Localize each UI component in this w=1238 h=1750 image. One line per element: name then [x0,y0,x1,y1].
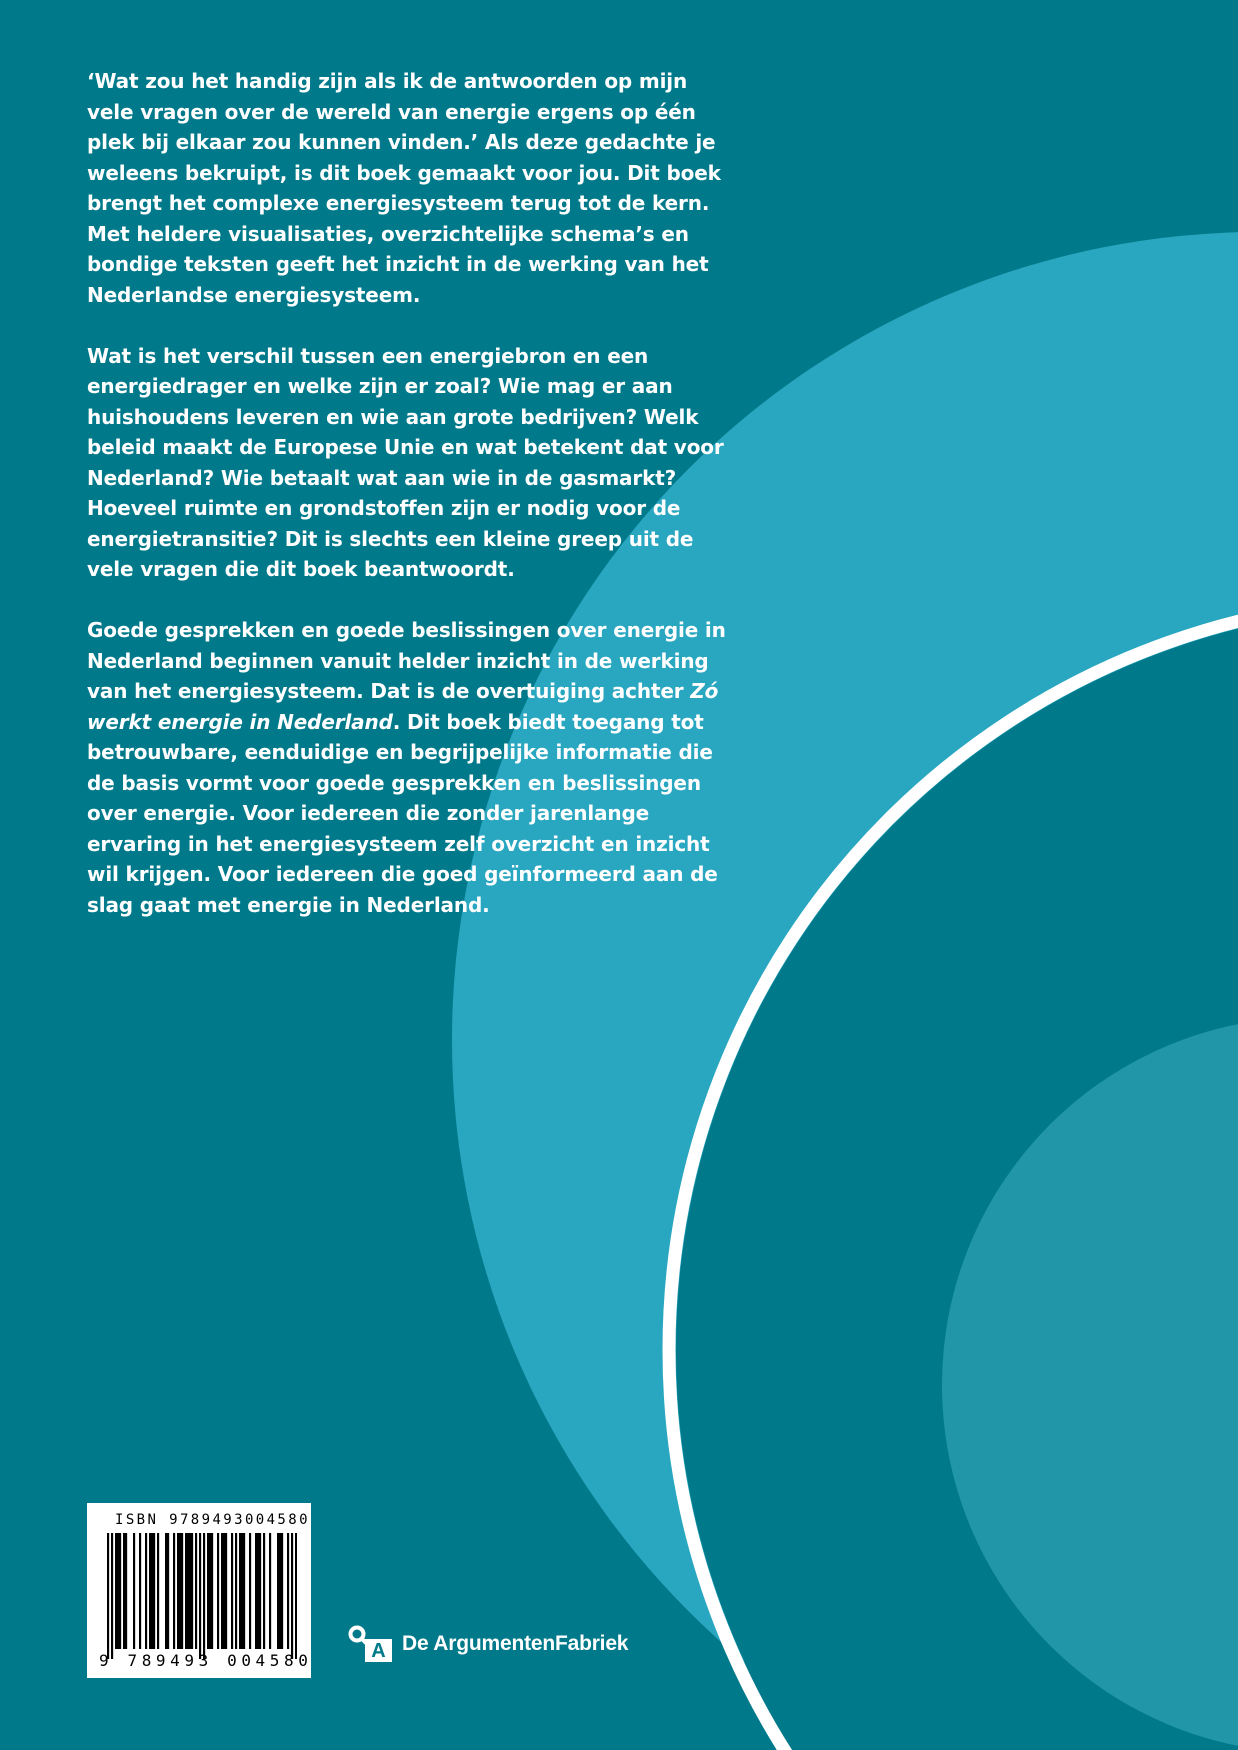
barcode-bar [223,1533,225,1649]
barcode-bar [241,1533,243,1649]
isbn-barcode [87,1503,311,1678]
barcode-bar [211,1533,213,1649]
paragraph-purpose-end: . Dit boek biedt toegang tot betrouwbare, eenduidige en begrijpelijke informatie die de basis vormt voor goede gesprekken en beslissingen over energie. Voor iedereen die zonder jarenlange ervaring in het energiesysteem zelf overzicht en inzicht wil krijgen. Voor iedereen die goed geïnformeerd aan de slag gaat met energie in Nederland. [87,709,718,917]
barcode-bar [111,1533,113,1659]
barcode-bar [179,1533,181,1649]
barcode-bar [187,1533,189,1649]
barcode-bar [243,1533,245,1649]
barcode-bar [149,1533,151,1649]
barcode-bar [191,1533,193,1649]
barcode-bar [269,1533,271,1649]
barcode-bar [203,1533,205,1659]
barcode-bar [207,1533,209,1649]
barcode-bar [115,1533,117,1649]
barcode-bar [181,1533,183,1649]
barcode-bar [231,1533,233,1649]
barcode-bars [107,1533,297,1659]
isbn-digits: 9 789493 004580 [99,1651,313,1670]
barcode-bar [153,1533,155,1649]
paragraph-purpose-start: Goede gesprekken en goede beslissingen over energie in Nederland beginnen vanuit helder inzicht in de werking van het energiesysteem. Dat is de overtuiging achter [87,618,726,703]
barcode-bar [239,1533,241,1649]
barcode-bar [295,1533,297,1659]
barcode-bar [195,1533,197,1649]
publisher-brand [347,1625,628,1663]
paragraph-purpose [87,615,727,920]
barcode-bar [199,1533,201,1659]
barcode-bar [123,1533,125,1649]
argumentenfabriek-logo-icon [347,1625,395,1663]
paragraph-intro: ‘Wat zou het handig zijn als ik de antwoorden op mijn vele vragen over de wereld van energie ergens op één plek bij elkaar zou kunnen vinden.’ Als deze gedachte je weleens bekruipt, is dit boek gemaakt voor jou. Dit boek brengt het complexe energiesysteem terug tot de kern. Met heldere visualisaties, overzichtelijke schema’s en bondige teksten geeft het inzicht in de werking van het Nederlandse energiesysteem. [87,69,721,307]
barcode-bar [225,1533,227,1649]
barcode-bar [125,1533,127,1649]
barcode-bar [145,1533,147,1649]
barcode-bar [173,1533,175,1649]
barcode-bar [119,1533,121,1649]
barcode-bar [157,1533,159,1649]
barcode-bar [189,1533,191,1649]
barcode-bar [291,1533,293,1659]
barcode-bar [281,1533,283,1649]
barcode-bar [221,1533,223,1649]
barcode-bar [185,1533,187,1649]
barcode-bar [107,1533,109,1659]
barcode-bar [287,1533,289,1649]
barcode-bar [165,1533,167,1649]
barcode-bar [177,1533,179,1649]
barcode-bar [257,1533,259,1649]
barcode-bar [117,1533,119,1649]
publisher-name: De ArgumentenFabriek [402,1632,629,1655]
book-title: Zó werkt energie in Nederland [87,679,719,734]
barcode-bar [259,1533,261,1649]
barcode-bar [151,1533,153,1649]
barcode-bar [133,1533,135,1649]
back-cover-text [87,66,727,951]
barcode-bar [139,1533,141,1649]
barcode-bar [255,1533,257,1649]
barcode-bar [235,1533,237,1649]
barcode-bar [279,1533,281,1649]
barcode-bar [249,1533,251,1649]
barcode-bar [277,1533,279,1649]
barcode-bar [167,1533,169,1649]
isbn-label: ISBN 9789493004580 [115,1512,310,1528]
paragraph-questions: Wat is het verschil tussen een energiebron en een energiedrager en welke zijn er zoal? Wie mag er aan huishoudens leveren en wie aan grote bedrijven? Welk beleid maakt de Europese Unie en wat betekent dat voor Nederland? Wie betaalt wat aan wie in de gasmarkt? Hoeveel ruimte en grondstoffen zijn er nodig voor de energietransitie? Dit is slechts een kleine greep uit de vele vragen die dit boek beantwoordt. [87,343,724,581]
logo-letter: A [371,1640,386,1662]
barcode-bar [217,1533,219,1649]
barcode-bar [209,1533,211,1649]
barcode-bar [263,1533,265,1649]
